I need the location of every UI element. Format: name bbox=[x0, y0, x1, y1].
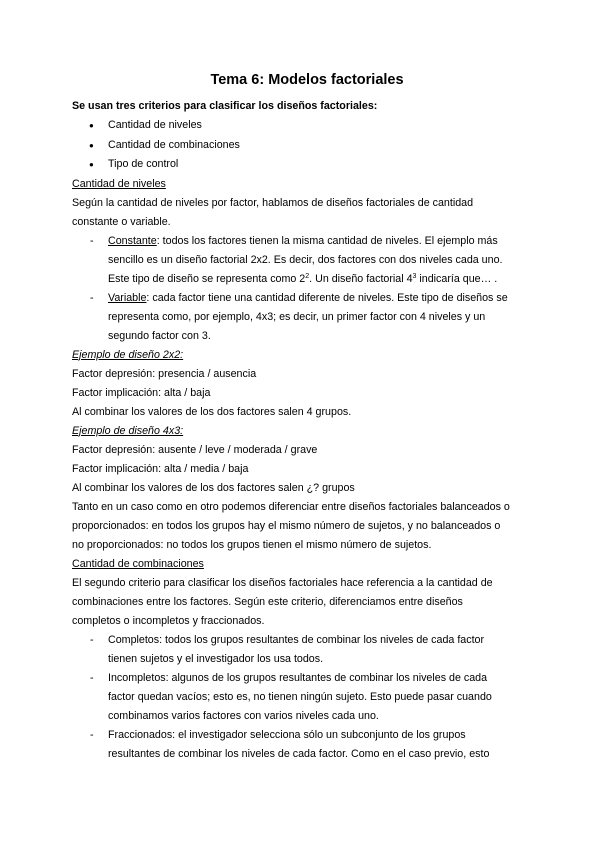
page-title: Tema 6: Modelos factoriales bbox=[210, 72, 404, 88]
list-item: ● Cantidad de niveles bbox=[72, 116, 542, 136]
item-text: . Un diseño factorial 4 bbox=[309, 272, 413, 285]
list-item: ● Tipo de control bbox=[72, 155, 542, 175]
item-text: Este tipo de diseño se representa como 2 bbox=[108, 272, 306, 285]
document-page bbox=[72, 70, 542, 764]
paragraph-line: Tanto en un caso como en otro podemos diferenciar entre diseños factoriales balanceados o bbox=[72, 500, 510, 513]
paragraph-line: Al combinar los valores de los dos factores salen ¿? grupos bbox=[72, 481, 355, 494]
list-item bbox=[72, 232, 542, 289]
paragraph-line: Al combinar los valores de los dos factores salen 4 grupos. bbox=[72, 405, 352, 418]
section-heading: Cantidad de niveles bbox=[72, 177, 166, 190]
example-heading: Ejemplo de diseño 2x2: bbox=[72, 348, 184, 361]
list-item bbox=[72, 631, 542, 669]
item-text: - Completos: todos los grupos resultantes de combinar los niveles de cada factor bbox=[108, 633, 485, 646]
paragraph-line: Factor depresión: ausente / leve / moderada / grave bbox=[72, 443, 318, 456]
list-item bbox=[72, 726, 542, 764]
level-types-list bbox=[72, 232, 542, 346]
intro-text: Se usan tres criterios para clasificar los diseños factoriales: bbox=[72, 100, 378, 112]
section-heading: Cantidad de combinaciones bbox=[72, 557, 204, 570]
paragraph-line: constante o variable. bbox=[72, 215, 171, 228]
item-text: tienen sujetos y el investigador los usa todos. bbox=[108, 652, 324, 665]
paragraph-line: Factor implicación: alta / baja bbox=[72, 386, 211, 399]
item-text: resultantes de combinar los niveles de cada factor. Como en el caso previo, esto bbox=[108, 747, 490, 760]
item-text: : cada factor tiene una cantidad diferente de niveles. Este tipo de diseños se bbox=[146, 291, 508, 304]
exponent: 3 bbox=[412, 272, 417, 280]
item-text: - Incompletos: algunos de los grupos resultantes de combinar los niveles de cada bbox=[108, 671, 488, 684]
example-heading: Ejemplo de diseño 4x3: bbox=[72, 424, 184, 437]
paragraph-line: combinaciones entre los factores. Según este criterio, diferenciamos entre diseños bbox=[72, 595, 463, 608]
item-text: representa como, por ejemplo, 4x3; es decir, un primer factor con 4 niveles y un bbox=[108, 310, 486, 323]
item-text: indicaría que… . bbox=[416, 272, 498, 285]
item-text: factor quedan vacíos; esto es, no tienen ningún sujeto. Esto puede pasar cuando bbox=[108, 690, 492, 703]
exponent: 2 bbox=[305, 272, 310, 280]
paragraph-line: proporcionados: en todos los grupos hay el mismo número de sujetos, y no balanceados o bbox=[72, 519, 501, 532]
criteria-list bbox=[72, 116, 542, 175]
list-item: ● Cantidad de combinaciones bbox=[72, 136, 542, 156]
item-text: sencillo es un diseño factorial 2x2. Es decir, dos factores con dos niveles cada uno. bbox=[108, 253, 503, 266]
paragraph-line: Factor depresión: presencia / ausencia bbox=[72, 367, 257, 380]
combination-types-list bbox=[72, 631, 542, 764]
paragraph-line: El segundo criterio para clasificar los diseños factoriales hace referencia a la cantidad de bbox=[72, 576, 493, 589]
item-text: : todos los factores tienen la misma cantidad de niveles. El ejemplo más bbox=[156, 234, 498, 247]
item-text: combinamos varios factores con varios niveles cada uno. bbox=[108, 709, 379, 722]
list-item bbox=[72, 289, 542, 346]
list-item bbox=[72, 669, 542, 726]
term: Variable bbox=[108, 291, 147, 304]
item-text: - Fraccionados: el investigador selecciona sólo un subconjunto de los grupos bbox=[108, 728, 466, 741]
paragraph-line: completos o incompletos y fraccionados. bbox=[72, 614, 265, 627]
term: Constante bbox=[108, 234, 157, 247]
paragraph-line: Según la cantidad de niveles por factor, hablamos de diseños factoriales de cantidad bbox=[72, 196, 474, 209]
item-text: segundo factor con 3. bbox=[108, 329, 211, 342]
paragraph-line: Factor implicación: alta / media / baja bbox=[72, 462, 249, 475]
paragraph-line: no proporcionados: no todos los grupos tienen el mismo número de sujetos. bbox=[72, 538, 432, 551]
